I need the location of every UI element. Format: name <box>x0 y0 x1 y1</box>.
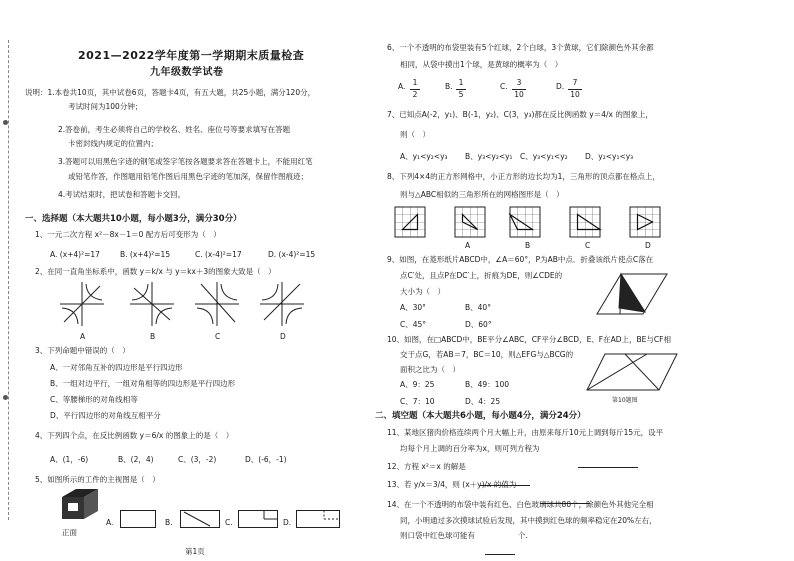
option-label: B. <box>165 518 173 527</box>
question-11-cont: 均每个月上调的百分率为x，则可列方程为 <box>400 444 540 453</box>
fraction-den: 10 <box>512 89 526 100</box>
question-14: 14、在一个不透明的布袋中装有红色、白色玻璃球共80个，除颜色外其他完全相 <box>387 500 654 509</box>
option: A. (x+4)²=17 <box>50 250 100 259</box>
question-3: 3、下列命题中错误的（ ） <box>35 346 130 355</box>
note-line: 2.答卷前，考生必须将自己的学校名、姓名、座位号等要求填写在答题 <box>58 125 291 134</box>
option: C、45° <box>400 320 427 329</box>
option: B、一组对边平行，一组对角相等的四边形是平行四边形 <box>50 379 236 388</box>
grid-label: B <box>525 241 531 250</box>
grid-options <box>395 207 675 239</box>
view-option-d <box>296 510 340 528</box>
view-option-b <box>180 510 220 528</box>
option: A、y₁<y₂<y₃ <box>400 152 448 161</box>
exam-title: 2021—2022学年度第一学期期末质量检查 <box>78 49 305 62</box>
workpiece-figure <box>58 487 108 527</box>
option: A、(1，-6) <box>50 455 89 464</box>
question-10-cont: 面积之比为（ ） <box>400 365 460 374</box>
question-14-cont: 则口袋中红色球可能有 <box>400 531 475 540</box>
note-line: 或铅笔作答，作图题用铅笔作图后用黑色字迹的笔加深，保留作图痕迹； <box>68 172 308 181</box>
question-11: 11、某地区猪肉价格连续两个月大幅上升，由原来每斤10元上调到每斤15元，设平 <box>387 428 664 437</box>
section-heading: 一、选择题（本大题共10小题，每小题3分，满分30分） <box>25 214 242 224</box>
grid-label: D <box>645 241 651 250</box>
graph-label: A <box>80 332 86 341</box>
option: C. (x-4)²=17 <box>195 250 242 259</box>
question-14-cont: 同，小明通过多次摸球试验后发现，其中摸到红色球的频率稳定在20%左右， <box>400 516 657 525</box>
fraction-den: 2 <box>410 89 420 100</box>
option: D、(-6，-1) <box>245 455 287 464</box>
grid-label: C <box>585 241 591 250</box>
option: A、一对邻角互补的四边形是平行四边形 <box>50 363 183 372</box>
exam-subtitle: 九年级数学试卷 <box>150 67 224 78</box>
question-7: 7、已知点A(-2，y₁)、B(-1，y₂)、C(3，y₃)都在反比例函数 y＝4/x 的图象上， <box>387 110 653 119</box>
option: C、y₃<y₁<y₂ <box>520 152 568 161</box>
graph-label: D <box>280 332 286 341</box>
answer-blank[interactable] <box>485 540 515 559</box>
option-label: C. <box>500 82 508 91</box>
question-14-end: 个. <box>518 531 528 540</box>
front-label: 正面 <box>62 528 77 537</box>
option: A、30° <box>400 303 426 312</box>
note-line: 考试时间为100分钟； <box>68 102 143 111</box>
option: B、40° <box>465 303 491 312</box>
option-label: A. <box>398 82 406 91</box>
rhombus-figure <box>595 268 675 318</box>
option: B、(2，4) <box>118 455 154 464</box>
view-option-c <box>238 510 278 528</box>
question-1: 1、一元二次方程 x²－8x－1＝0 配方后可变形为（ ） <box>35 230 221 239</box>
binding-line <box>8 40 19 520</box>
option-label: A. <box>106 518 114 527</box>
question-9-cont: 大小为（ ） <box>400 287 445 296</box>
question-5: 5、如图所示的工件的主视图是（ ） <box>35 475 160 484</box>
graph-label: C <box>215 332 221 341</box>
page-number: 第1页 <box>185 547 205 556</box>
option: B. (x+4)²=15 <box>120 250 171 259</box>
option-label: B. <box>445 82 453 91</box>
figure-caption: 第10题图 <box>612 397 638 404</box>
parallelogram-figure <box>585 350 680 395</box>
question-6-cont: 相同，从袋中摸出1个球，是黄球的概率为（ ） <box>400 60 563 69</box>
option: A、9：25 <box>400 380 435 389</box>
function-graphs <box>60 282 320 330</box>
fraction-num: 1 <box>458 78 464 87</box>
view-option-a <box>120 510 156 528</box>
fraction-num: 7 <box>572 78 578 87</box>
option: D、平行四边形的对角线互相平分 <box>50 411 161 420</box>
option: C、7：10 <box>400 397 435 406</box>
question-9: 9、如图，在菱形纸片ABCD中，∠A＝60°，P为AB中点．折叠该纸片使点C落在 <box>387 255 654 264</box>
fraction-num: 1 <box>412 78 418 87</box>
answer-blank[interactable] <box>578 453 638 472</box>
note-line: 4.考试结束时，把试卷和答题卡交回。 <box>58 190 186 199</box>
binding-hole <box>3 395 8 400</box>
question-13: 13、若 y/x＝3/4，则 (x＋y)/x 的值为 <box>387 480 517 489</box>
graph-label: B <box>150 332 156 341</box>
question-6: 6、一个不透明的布袋里装有5个红球，2个白球，3个黄球，它们除颜色外其余都 <box>387 43 654 52</box>
question-12: 12、方程 x²＝x 的解是 <box>387 462 466 471</box>
question-8: 8、下列4×4的正方形网格中，小正方形的边长均为1，三角形的顶点都在格点上， <box>387 172 660 181</box>
note-line: 3.答题可以用黑色字迹的钢笔或签字笔按各题要求答在答题卡上，不能用红笔 <box>58 157 313 166</box>
option: C、等腰梯形的对角线相等 <box>50 395 138 404</box>
question-7-cont: 则（ ） <box>400 130 430 139</box>
option: D. (x-4)²=15 <box>268 250 316 259</box>
fraction-den: 5 <box>456 89 466 100</box>
section-heading: 二、填空题（本大题共6小题，每小题4分，满分24分） <box>375 411 586 421</box>
binding-hole <box>3 120 8 125</box>
option-label: D. <box>556 82 565 91</box>
fraction-den: 10 <box>568 89 582 100</box>
question-8-cont: 则与△ABC相似的三角形所在的网格图形是（ ） <box>400 190 564 199</box>
option-label: D. <box>283 518 292 527</box>
question-2: 2、在同一直角坐标系中，函数 y＝k/x 与 y＝kx＋3的图象大致是（ ） <box>35 267 276 276</box>
option: D、60° <box>465 320 492 329</box>
option: D、4：25 <box>465 397 501 406</box>
question-10: 10、如图，在□ABCD中，BE平分∠ABC，CF平分∠BCD，E、F在AD上，BE与CF相 <box>387 335 671 344</box>
option: C、(3，-2) <box>178 455 217 464</box>
option: D、y₂<y₁<y₃ <box>585 152 634 161</box>
grid-label: A <box>465 241 471 250</box>
question-10-cont: 交于点G，若AB＝7，BC＝10，则△EFG与△BCG的 <box>400 350 574 359</box>
option: B、49：100 <box>465 380 510 389</box>
question-9-cont: 点C′处，且点P在DC′上，折痕为DE，则∠CDE的 <box>400 271 563 280</box>
note-line: 卡密封线内规定的位置内； <box>68 139 158 148</box>
option-label: C. <box>225 518 233 527</box>
note-line: 说明：1.本卷共10页，其中试卷6页，答题卡4页，有五大题，共25小题，满分120分， <box>25 88 316 97</box>
fraction-num: 3 <box>516 78 522 87</box>
option: B、y₃<y₂<y₁ <box>465 152 513 161</box>
question-4: 4、下列四个点，在反比例函数 y＝6/x 的图象上的是（ ） <box>35 431 234 440</box>
